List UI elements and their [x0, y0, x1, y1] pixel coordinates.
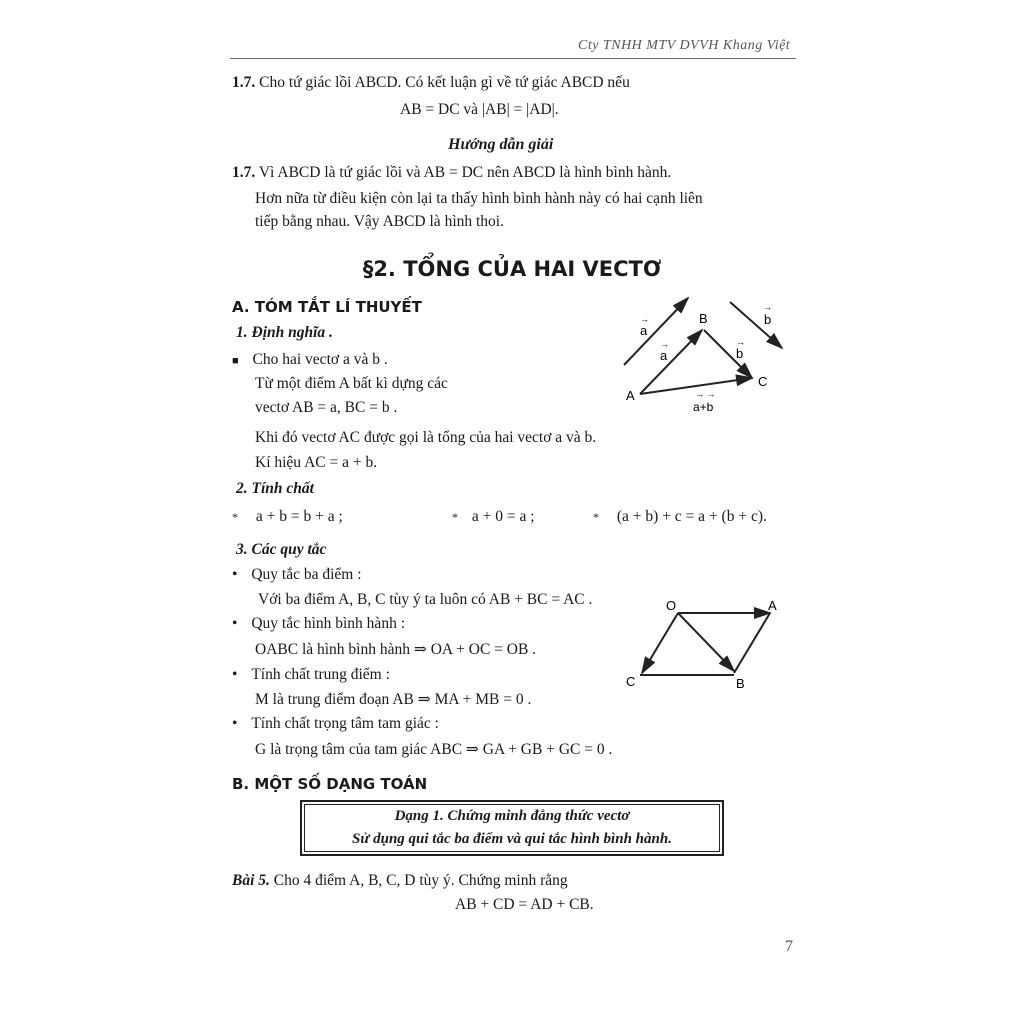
bullet-icon: • — [232, 666, 238, 683]
asterisk-icon: * — [593, 510, 599, 524]
rule-2-body: OABC là hình bình hành ⇒ OA + OC = OB . — [255, 641, 537, 658]
rule-1-title-text: Quy tắc ba điểm : — [251, 566, 362, 583]
arrow-accent-icon: → → — [695, 389, 716, 399]
definition-heading: 1. Định nghĩa . — [236, 324, 333, 341]
bullet-icon: • — [232, 715, 238, 732]
point-o-label: O — [666, 598, 677, 613]
rule-1-body: Với ba điểm A, B, C tùy ý ta luôn có AB + BC = AC . — [258, 591, 593, 608]
definition-line-4: Khi đó vectơ AC được gọi là tổng của hai vectơ a và b. — [255, 429, 597, 446]
bullet-icon: • — [232, 566, 238, 583]
part-a-title: A. TÓM TẮT LÍ THUYẾT — [232, 298, 422, 316]
property-1 — [232, 508, 343, 526]
rule-3-title-text: Tính chất trung điểm : — [251, 666, 390, 683]
box-line-2: Sử dụng qui tắc ba điểm và qui tắc hình bình hành. — [352, 831, 672, 847]
header-rule — [230, 58, 796, 59]
property-3 — [593, 508, 767, 526]
exercise-condition: AB = DC và |AB| = |AD|. — [400, 101, 559, 118]
definition-text-1: Cho hai vectơ a và b . — [252, 351, 388, 368]
arrow-accent-icon: → — [640, 314, 649, 324]
solution-line-1 — [232, 164, 671, 182]
rule-1-title — [232, 566, 362, 584]
rule-4-title-text: Tính chất trọng tâm tam giác : — [251, 715, 439, 732]
square-bullet-icon: ■ — [232, 355, 239, 367]
definition-line-5: Kí hiệu AC = a + b. — [255, 454, 378, 471]
side-ab — [734, 613, 770, 673]
rule-2-title — [232, 615, 405, 633]
sum-label: a+b — [693, 400, 714, 414]
solution-line-3: tiếp bằng nhau. Vậy ABCD là hình thoi. — [255, 213, 504, 230]
definition-line-2: Từ một điểm A bất kì dựng các — [255, 375, 448, 392]
rule-3-title — [232, 666, 390, 684]
rules-heading: 3. Các quy tắc — [236, 541, 327, 558]
rule-4-title — [232, 715, 439, 733]
vector-sum-figure — [600, 290, 800, 420]
definition-line-3: vectơ AB = a, BC = b . — [255, 399, 398, 416]
solution-line-2: Hơn nữa từ điều kiện còn lại ta thấy hình bình hành này có hai cạnh liên — [255, 190, 703, 207]
properties-heading: 2. Tính chất — [236, 480, 314, 497]
rule-3-body: M là trung điểm đoạn AB ⇒ MA + MB = 0 . — [255, 691, 532, 708]
vector-oc-arrow — [642, 613, 678, 673]
exercise-5 — [232, 872, 568, 890]
property-1-text: a + b = b + a ; — [255, 508, 343, 525]
property-3-text: (a + b) + c = a + (b + c). — [616, 508, 767, 525]
point-a-label: A — [768, 598, 777, 613]
vector-ob-arrow — [678, 613, 734, 671]
arrow-accent-icon: → — [660, 339, 669, 349]
solution-heading: Hướng dẫn giải — [448, 136, 554, 153]
rule-4-body: G là trọng tâm của tam giác ABC ⇒ GA + GB + GC = 0 . — [255, 741, 613, 758]
problem-type-box — [300, 800, 724, 856]
box-line-1: Dạng 1. Chứng minh đẳng thức vectơ — [394, 808, 630, 824]
point-b-label: B — [699, 311, 708, 326]
property-2 — [452, 508, 535, 526]
point-c-label: C — [758, 374, 768, 389]
exercise-question — [232, 74, 630, 92]
exercise-text: Cho tứ giác lồi ABCD. Có kết luận gì về tứ giác ABCD nếu — [259, 74, 630, 91]
rule-2-title-text: Quy tắc hình bình hành : — [251, 615, 405, 632]
exercise-5-equation: AB + CD = AD + CB. — [455, 896, 594, 913]
label-a: a — [640, 323, 648, 338]
parallelogram-figure — [620, 595, 790, 695]
exercise-number: 1.7. — [232, 74, 256, 91]
definition-line-1 — [232, 351, 388, 369]
part-b-title: B. MỘT SỐ DẠNG TOÁN — [232, 775, 428, 793]
page-number: 7 — [785, 938, 793, 955]
exercise-5-label: Bài 5. — [232, 872, 270, 889]
section-title: §2. TỔNG CỦA HAI VECTƠ — [362, 257, 662, 281]
arrow-accent-icon: → — [763, 302, 772, 312]
arrow-accent-icon: → — [736, 337, 745, 347]
label-b: b — [764, 312, 772, 327]
running-header: Cty TNHH MTV DVVH Khang Việt — [578, 38, 791, 53]
label-b-mid: b — [736, 346, 744, 361]
point-a-label: A — [626, 388, 635, 403]
asterisk-icon: * — [232, 510, 238, 524]
property-2-text: a + 0 = a ; — [471, 508, 535, 525]
exercise-5-text: Cho 4 điểm A, B, C, D tùy ý. Chứng minh rằng — [273, 872, 568, 889]
bullet-icon: • — [232, 615, 238, 632]
point-c-label: C — [626, 674, 636, 689]
solution-text-1: Vì ABCD là tứ giác lồi và AB = DC nên ABCD là hình bình hành. — [258, 164, 672, 181]
asterisk-icon: * — [452, 510, 458, 524]
label-a-mid: a — [660, 348, 668, 363]
point-b-label: B — [736, 676, 745, 691]
solution-number: 1.7. — [232, 164, 256, 181]
